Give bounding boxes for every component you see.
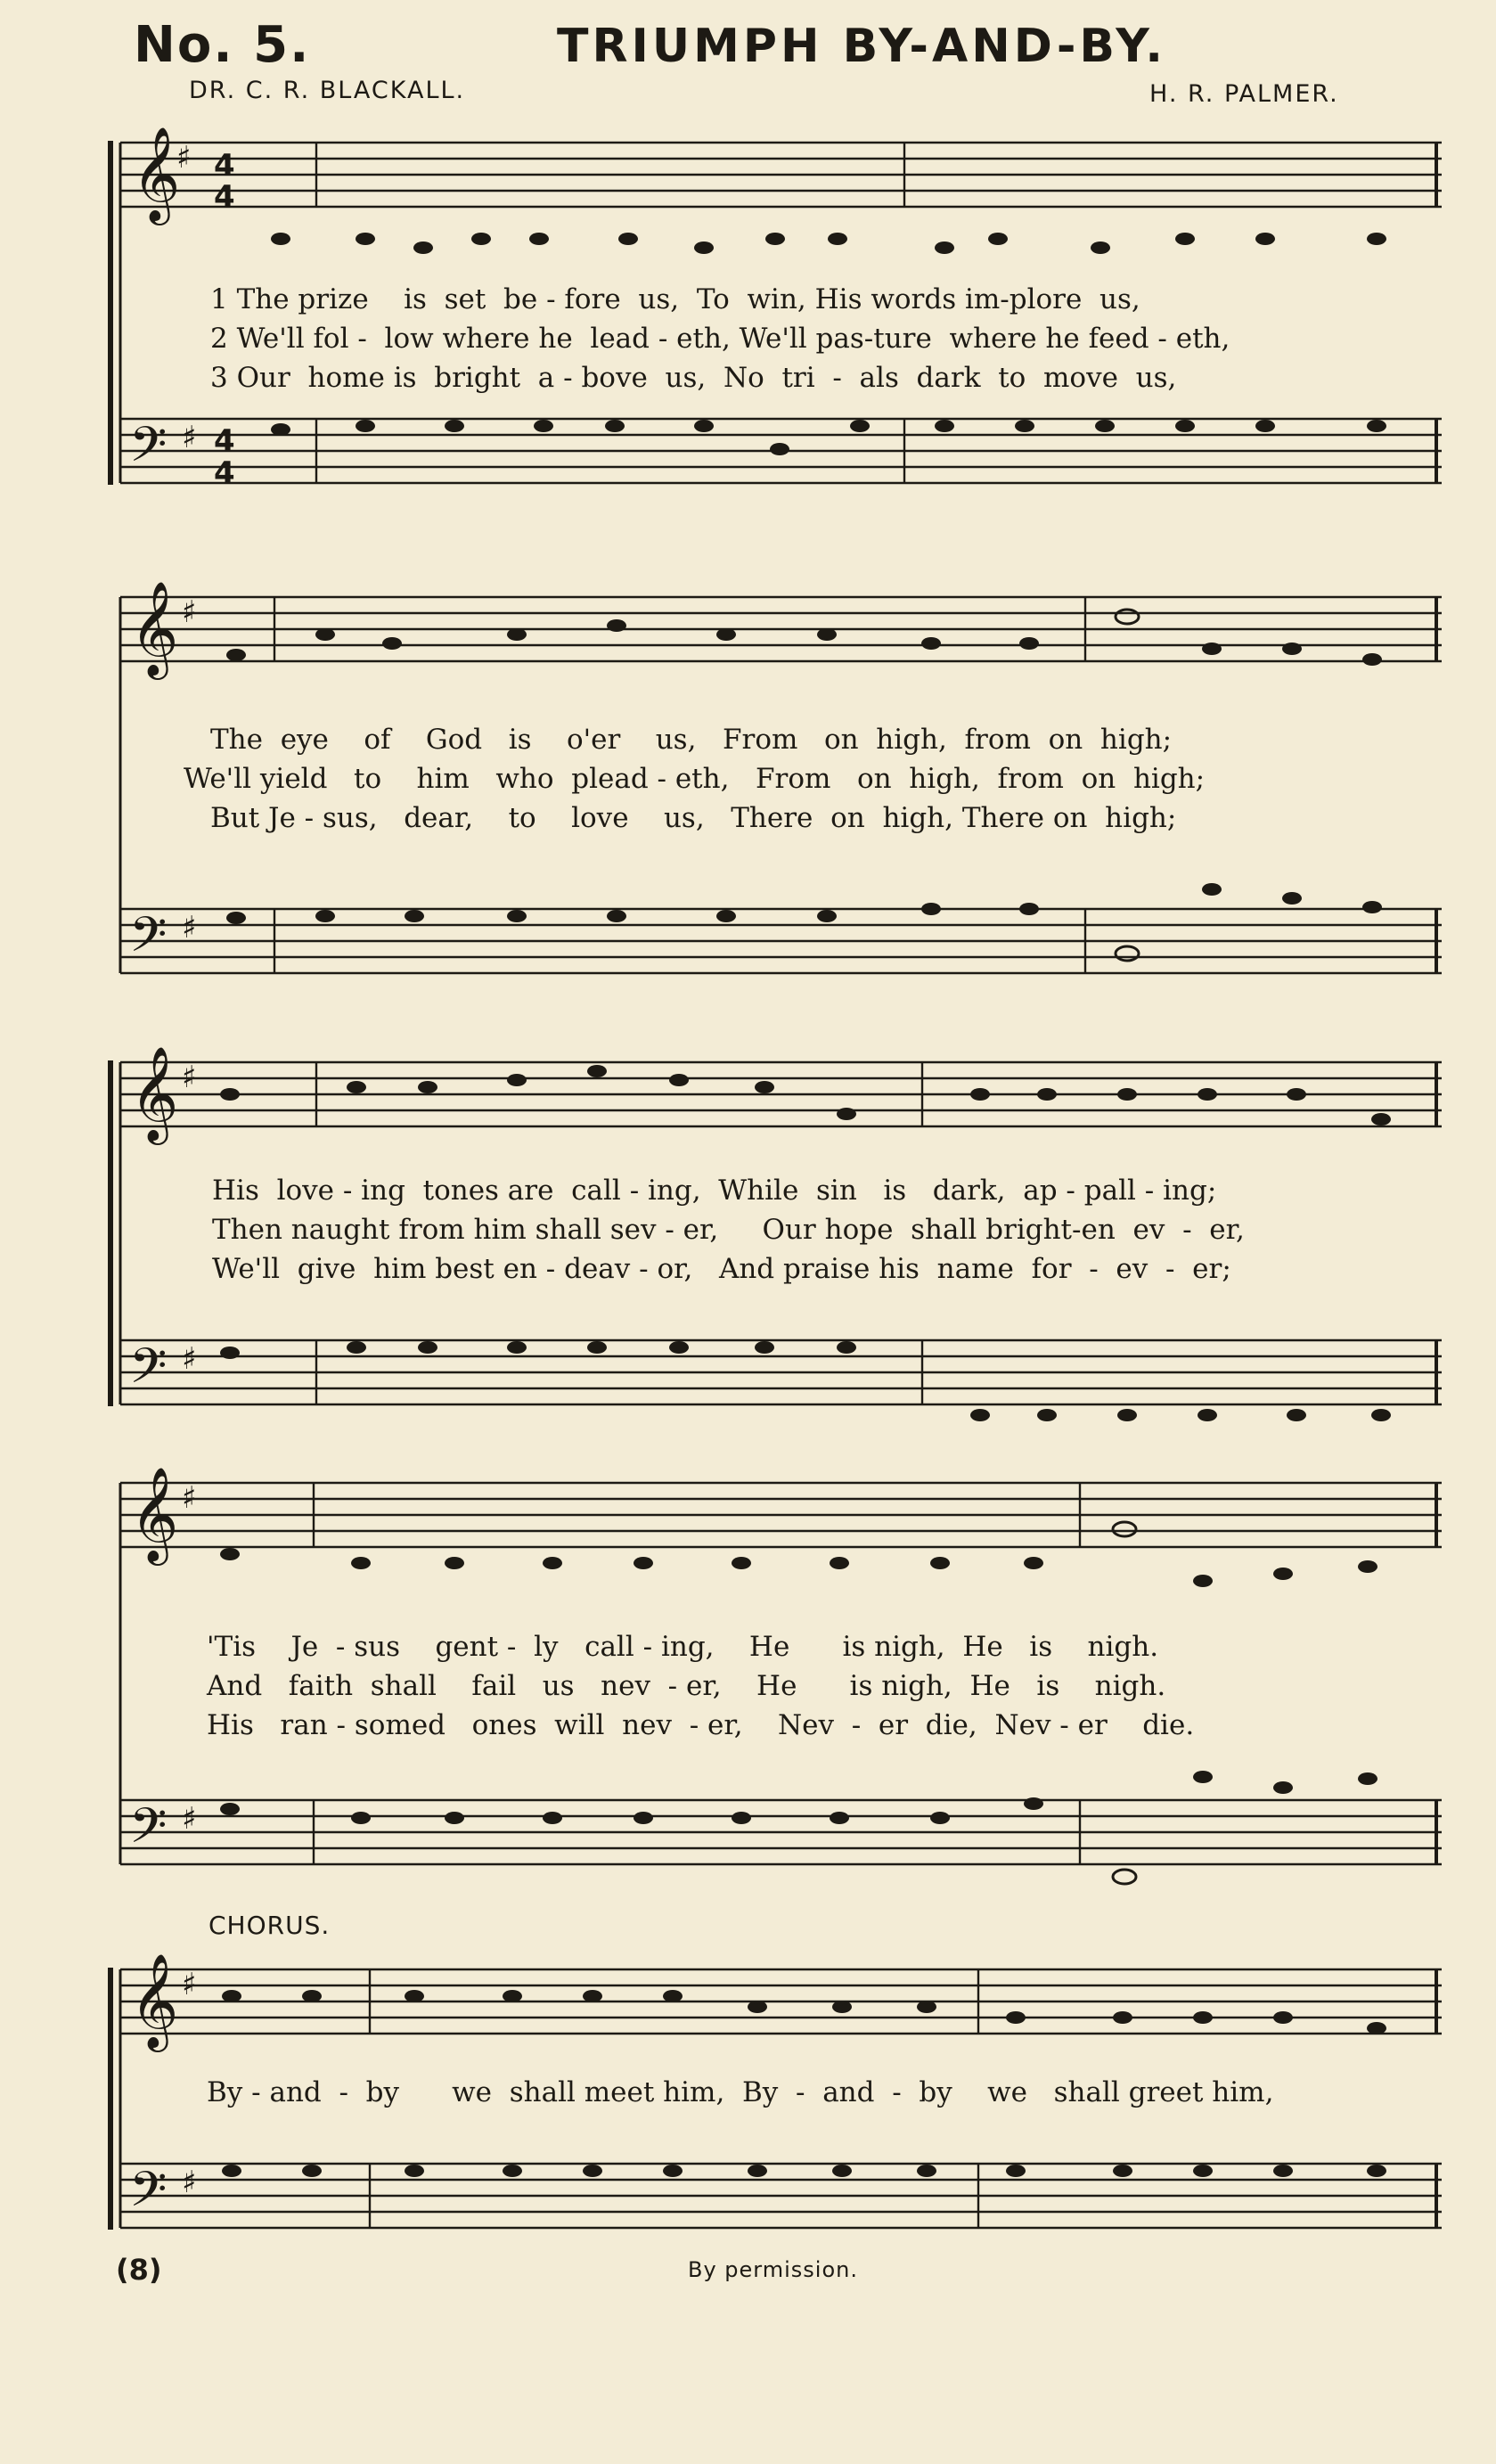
svg-text:𝄢: 𝄢: [129, 1338, 168, 1406]
svg-text:♯: ♯: [182, 1060, 197, 1095]
lyric-line-verse-2: 2 We'll fol - low where he lead - eth, We'll pas-ture where he feed - eth,: [210, 323, 1230, 355]
svg-text:𝄞: 𝄞: [130, 1045, 179, 1141]
lyric-line-verse-1: 1 The prize is set be - fore us, To win, His words im-plore us,: [210, 283, 1140, 315]
music-system-3: [0, 1025, 1496, 1453]
permission-note: By permission.: [688, 2257, 858, 2282]
svg-text:4: 4: [214, 455, 235, 491]
hymn-title: TRIUMPH BY-AND-BY.: [557, 20, 1167, 73]
svg-text:𝄞: 𝄞: [130, 1952, 179, 2048]
lyric-line-verse-2: And faith shall fail us nev - er, He is nigh, He is nigh.: [207, 1670, 1166, 1702]
lyric-line-verse-1: 'Tis Je - sus gent - ly call - ing, He is nigh, He is nigh.: [207, 1631, 1159, 1663]
lyric-line-chorus: By - and - by we shall meet him, By - and - by we shall greet him,: [207, 2076, 1274, 2108]
svg-text:4: 4: [214, 423, 235, 459]
svg-text:4: 4: [214, 179, 235, 215]
svg-text:♯: ♯: [182, 1480, 197, 1516]
lyric-line-verse-1: His love - ing tones are call - ing, While sin is dark, ap - pall - ing;: [212, 1175, 1217, 1207]
lyric-line-verse-3: We'll give him best en - deav - or, And praise his name for - ev - er;: [212, 1253, 1231, 1285]
svg-text:♯: ♯: [182, 2165, 197, 2200]
lyric-line-verse-2: Then naught from him shall sev - er, Our hope shall bright-en ev - er,: [212, 1214, 1245, 1246]
svg-text:𝄞: 𝄞: [130, 1466, 179, 1561]
lyric-line-verse-2: We'll yield to him who plead - eth, From on high, from on high;: [184, 763, 1206, 795]
hymn-number: No. 5.: [134, 16, 311, 74]
music-system-2: [0, 570, 1496, 998]
svg-text:♯: ♯: [182, 1341, 197, 1377]
svg-text:♯: ♯: [182, 1801, 197, 1837]
svg-text:4: 4: [214, 148, 235, 184]
svg-text:♯: ♯: [176, 140, 192, 176]
svg-text:♯: ♯: [182, 910, 197, 945]
lyric-line-verse-1: The eye of God is o'er us, From on high, from on high;: [210, 724, 1173, 756]
music-system-5-chorus: [0, 1943, 1496, 2250]
lyric-line-verse-3: But Je - sus, dear, to love us, There on high, There on high;: [210, 802, 1177, 834]
svg-text:♯: ♯: [182, 594, 197, 630]
svg-text:𝄢: 𝄢: [129, 2161, 168, 2230]
lyricist-credit: DR. C. R. BLACKALL.: [189, 77, 466, 104]
composer-credit: H. R. PALMER.: [1149, 80, 1339, 108]
chorus-label: CHORUS.: [208, 1911, 331, 1940]
lyric-line-verse-3: 3 Our home is bright a - bove us, No tri - als dark to move us,: [210, 362, 1177, 394]
music-system-4: [0, 1461, 1496, 1889]
lyric-line-verse-3: His ran - somed ones will nev - er, Nev - er die, Nev - er die.: [207, 1709, 1195, 1741]
music-system-1: [0, 125, 1496, 499]
page-number: (8): [116, 2253, 162, 2287]
svg-text:𝄢: 𝄢: [129, 1797, 168, 1866]
svg-text:♯: ♯: [182, 1967, 197, 2002]
svg-text:𝄞: 𝄞: [132, 126, 181, 221]
svg-text:𝄞: 𝄞: [130, 580, 179, 675]
svg-text:𝄢: 𝄢: [129, 416, 168, 485]
svg-text:𝄢: 𝄢: [129, 906, 168, 975]
svg-text:♯: ♯: [182, 420, 197, 455]
